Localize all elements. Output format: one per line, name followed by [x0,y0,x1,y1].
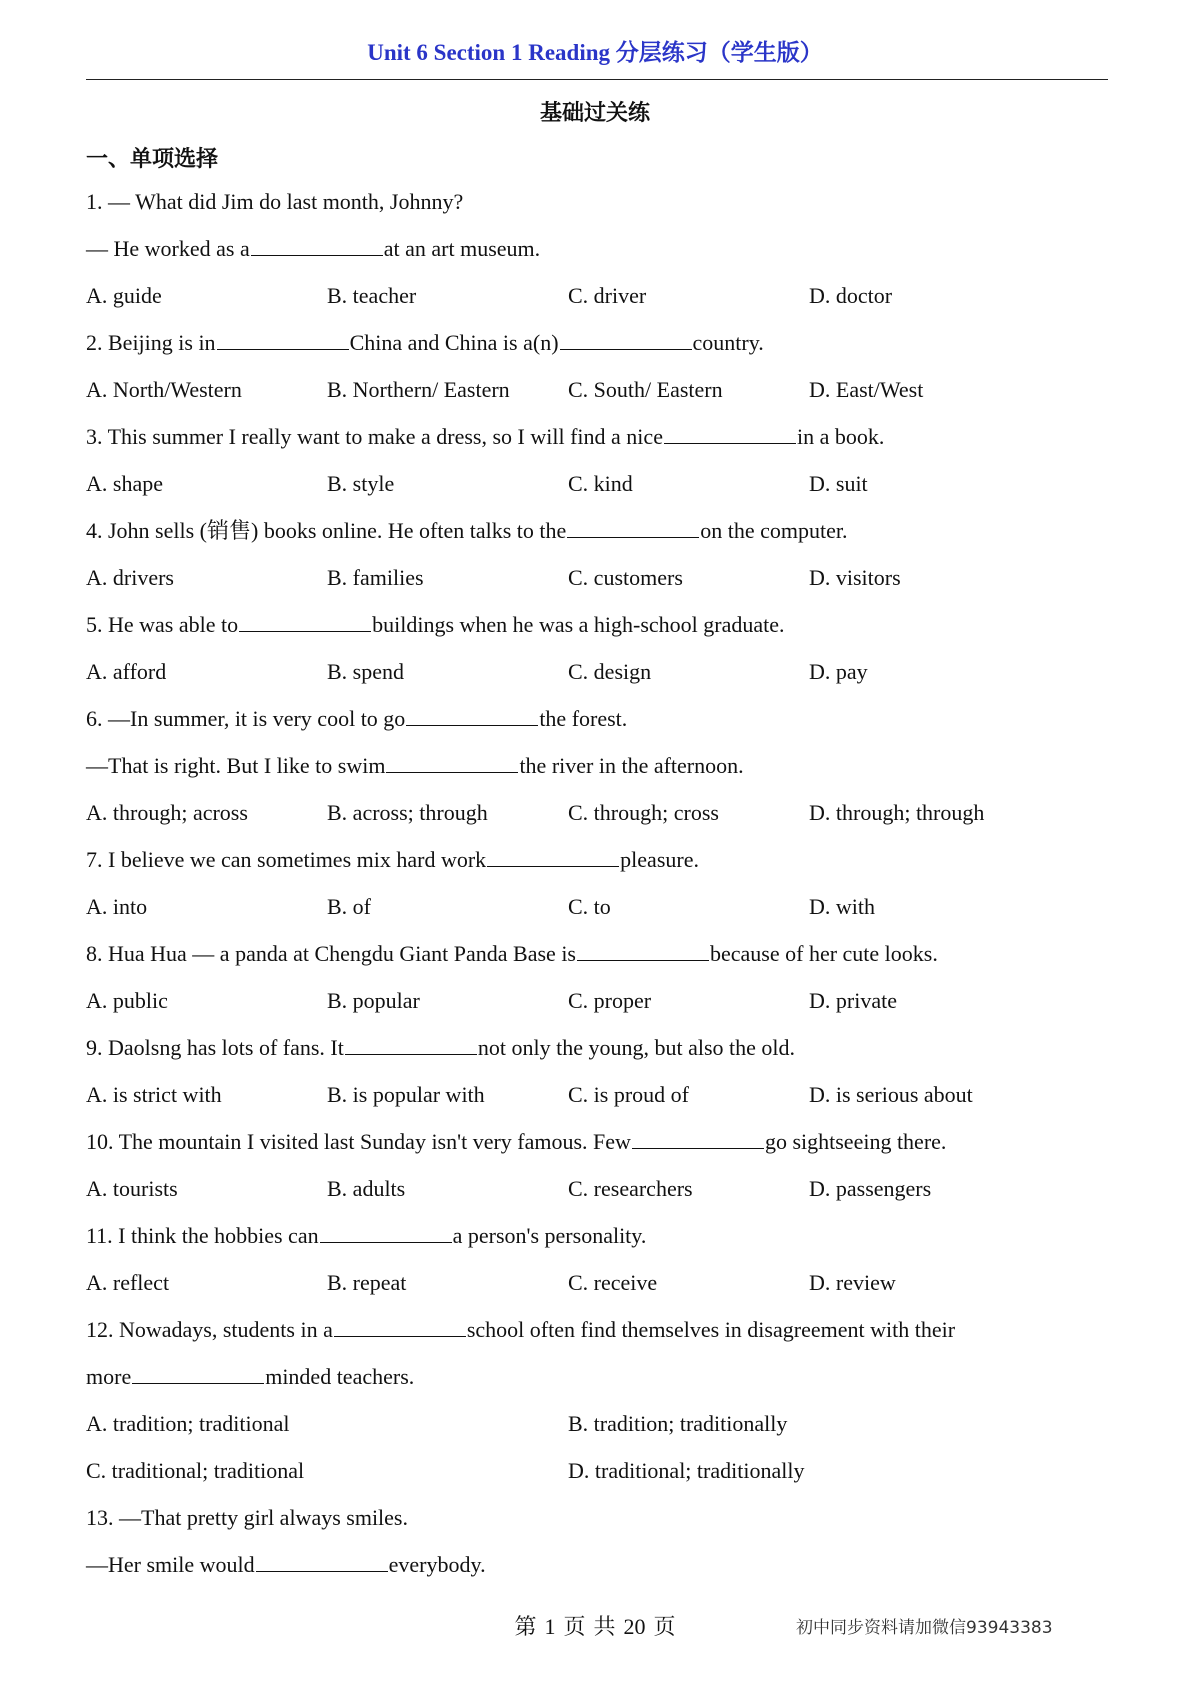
header-title: Unit 6 Section 1 Reading 分层练习（学生版） [367,40,823,65]
question-3-stem: 3. This summer I really want to make a dress, so I will find a nice in a book. [86,424,885,449]
questions [86,178,1116,1588]
answer-blank[interactable] [334,1320,466,1337]
option-a[interactable]: A. into [86,894,148,919]
option-d[interactable]: D. passengers [809,1176,932,1201]
option-d[interactable]: D. with [809,894,875,919]
answer-blank[interactable] [632,1132,764,1149]
option-d[interactable]: D. pay [809,659,868,684]
option-d[interactable]: D. East/West [809,377,924,402]
option-d[interactable]: D. traditional; traditionally [568,1458,805,1483]
question-9-options [86,1071,1116,1118]
option-a[interactable]: A. drivers [86,565,174,590]
option-a[interactable]: A. tourists [86,1176,178,1201]
option-a[interactable]: A. through; across [86,800,248,825]
option-c[interactable]: C. receive [568,1270,658,1295]
answer-blank[interactable] [664,427,796,444]
question-7-options [86,883,1116,930]
option-b[interactable]: B. popular [327,988,420,1013]
option-c[interactable]: C. South/ Eastern [568,377,723,402]
question-2-stem: 2. Beijing is in China and China is a(n) country. [86,330,764,355]
question-12-options-ab [86,1400,1116,1447]
option-c[interactable]: C. customers [568,565,683,590]
option-c[interactable]: C. driver [568,283,647,308]
answer-blank[interactable] [256,1555,388,1572]
question-9-stem: 9. Daolsng has lots of fans. It not only the young, but also the old. [86,1035,796,1060]
question-7-stem: 7. I believe we can sometimes mix hard work pleasure. [86,847,699,872]
question-5-options [86,648,1116,695]
option-b[interactable]: B. families [327,565,424,590]
question-10-stem: 10. The mountain I visited last Sunday isn't very famous. Few go sightseeing there. [86,1129,947,1154]
option-d[interactable]: D. private [809,988,897,1013]
answer-blank[interactable] [345,1038,477,1055]
option-b[interactable]: B. of [327,894,371,919]
question-11-stem: 11. I think the hobbies can a person's personality. [86,1223,647,1248]
answer-blank[interactable] [487,850,619,867]
question-3-options [86,460,1116,507]
option-a[interactable]: A. shape [86,471,163,496]
option-d[interactable]: D. is serious about [809,1082,973,1107]
question-6-options [86,789,1116,836]
answer-blank[interactable] [132,1367,264,1384]
question-6-stem: 6. —In summer, it is very cool to go the forest. [86,706,628,731]
option-c[interactable]: C. traditional; traditional [86,1458,305,1483]
option-d[interactable]: D. review [809,1270,896,1295]
question-4-options [86,554,1116,601]
page-number: 第 1 页 共 20 页 [514,1614,676,1639]
option-b[interactable]: B. is popular with [327,1082,485,1107]
option-a[interactable]: A. guide [86,283,162,308]
option-b[interactable]: B. teacher [327,283,417,308]
question-1-stem: 1. — What did Jim do last month, Johnny? [86,189,464,214]
option-b[interactable]: B. across; through [327,800,488,825]
option-d[interactable]: D. visitors [809,565,901,590]
option-c[interactable]: C. is proud of [568,1082,689,1107]
question-1-reply: — He worked as a at an art museum. [86,236,541,261]
option-b[interactable]: B. spend [327,659,404,684]
question-12-stem-cont: more minded teachers. [86,1364,415,1389]
question-11-options [86,1259,1116,1306]
option-a[interactable]: A. public [86,988,168,1013]
footer-note: 初中同步资料请加微信93943383 [796,1618,1053,1638]
option-a[interactable]: A. North/Western [86,377,242,402]
option-b[interactable]: B. tradition; traditionally [568,1411,788,1436]
question-12-stem: 12. Nowadays, students in a school often find themselves in disagreement with their [86,1317,956,1342]
answer-blank[interactable] [560,333,692,350]
section-title: 基础过关练 [539,100,650,125]
option-b[interactable]: B. adults [327,1176,406,1201]
answer-blank[interactable] [577,944,709,961]
answer-blank[interactable] [251,239,383,256]
answer-blank[interactable] [386,756,518,773]
question-12-options-cd [86,1447,1116,1494]
question-13-stem: 13. —That pretty girl always smiles. [86,1505,408,1530]
option-a[interactable]: A. is strict with [86,1082,222,1107]
option-b[interactable]: B. repeat [327,1270,407,1295]
option-c[interactable]: C. to [568,894,611,919]
option-c[interactable]: C. through; cross [568,800,719,825]
question-13-reply: —Her smile would everybody. [86,1552,486,1577]
question-8-stem: 8. Hua Hua — a panda at Chengdu Giant Panda Base is because of her cute looks. [86,941,938,966]
header-rule [86,79,1108,80]
option-c[interactable]: C. kind [568,471,633,496]
option-a[interactable]: A. afford [86,659,167,684]
option-a[interactable]: A. reflect [86,1270,170,1295]
option-d[interactable]: D. suit [809,471,868,496]
question-5-stem: 5. He was able to buildings when he was a high-school graduate. [86,612,785,637]
answer-blank[interactable] [239,615,371,632]
part-title: 一、单项选择 [86,146,219,171]
option-d[interactable]: D. through; through [809,800,985,825]
answer-blank[interactable] [406,709,538,726]
option-c[interactable]: C. design [568,659,652,684]
question-2-options [86,366,1116,413]
option-b[interactable]: B. style [327,471,395,496]
question-4-stem: 4. John sells (销售) books online. He often talks to the on the computer. [86,518,848,543]
answer-blank[interactable] [320,1226,452,1243]
question-8-options [86,977,1116,1024]
option-b[interactable]: B. Northern/ Eastern [327,377,510,402]
question-6-reply: —That is right. But I like to swim the river in the afternoon. [86,753,744,778]
question-10-options [86,1165,1116,1212]
option-d[interactable]: D. doctor [809,283,893,308]
answer-blank[interactable] [217,333,349,350]
option-c[interactable]: C. proper [568,988,652,1013]
answer-blank[interactable] [567,521,699,538]
option-a[interactable]: A. tradition; traditional [86,1411,290,1436]
option-c[interactable]: C. researchers [568,1176,693,1201]
question-1-options [86,272,1116,319]
